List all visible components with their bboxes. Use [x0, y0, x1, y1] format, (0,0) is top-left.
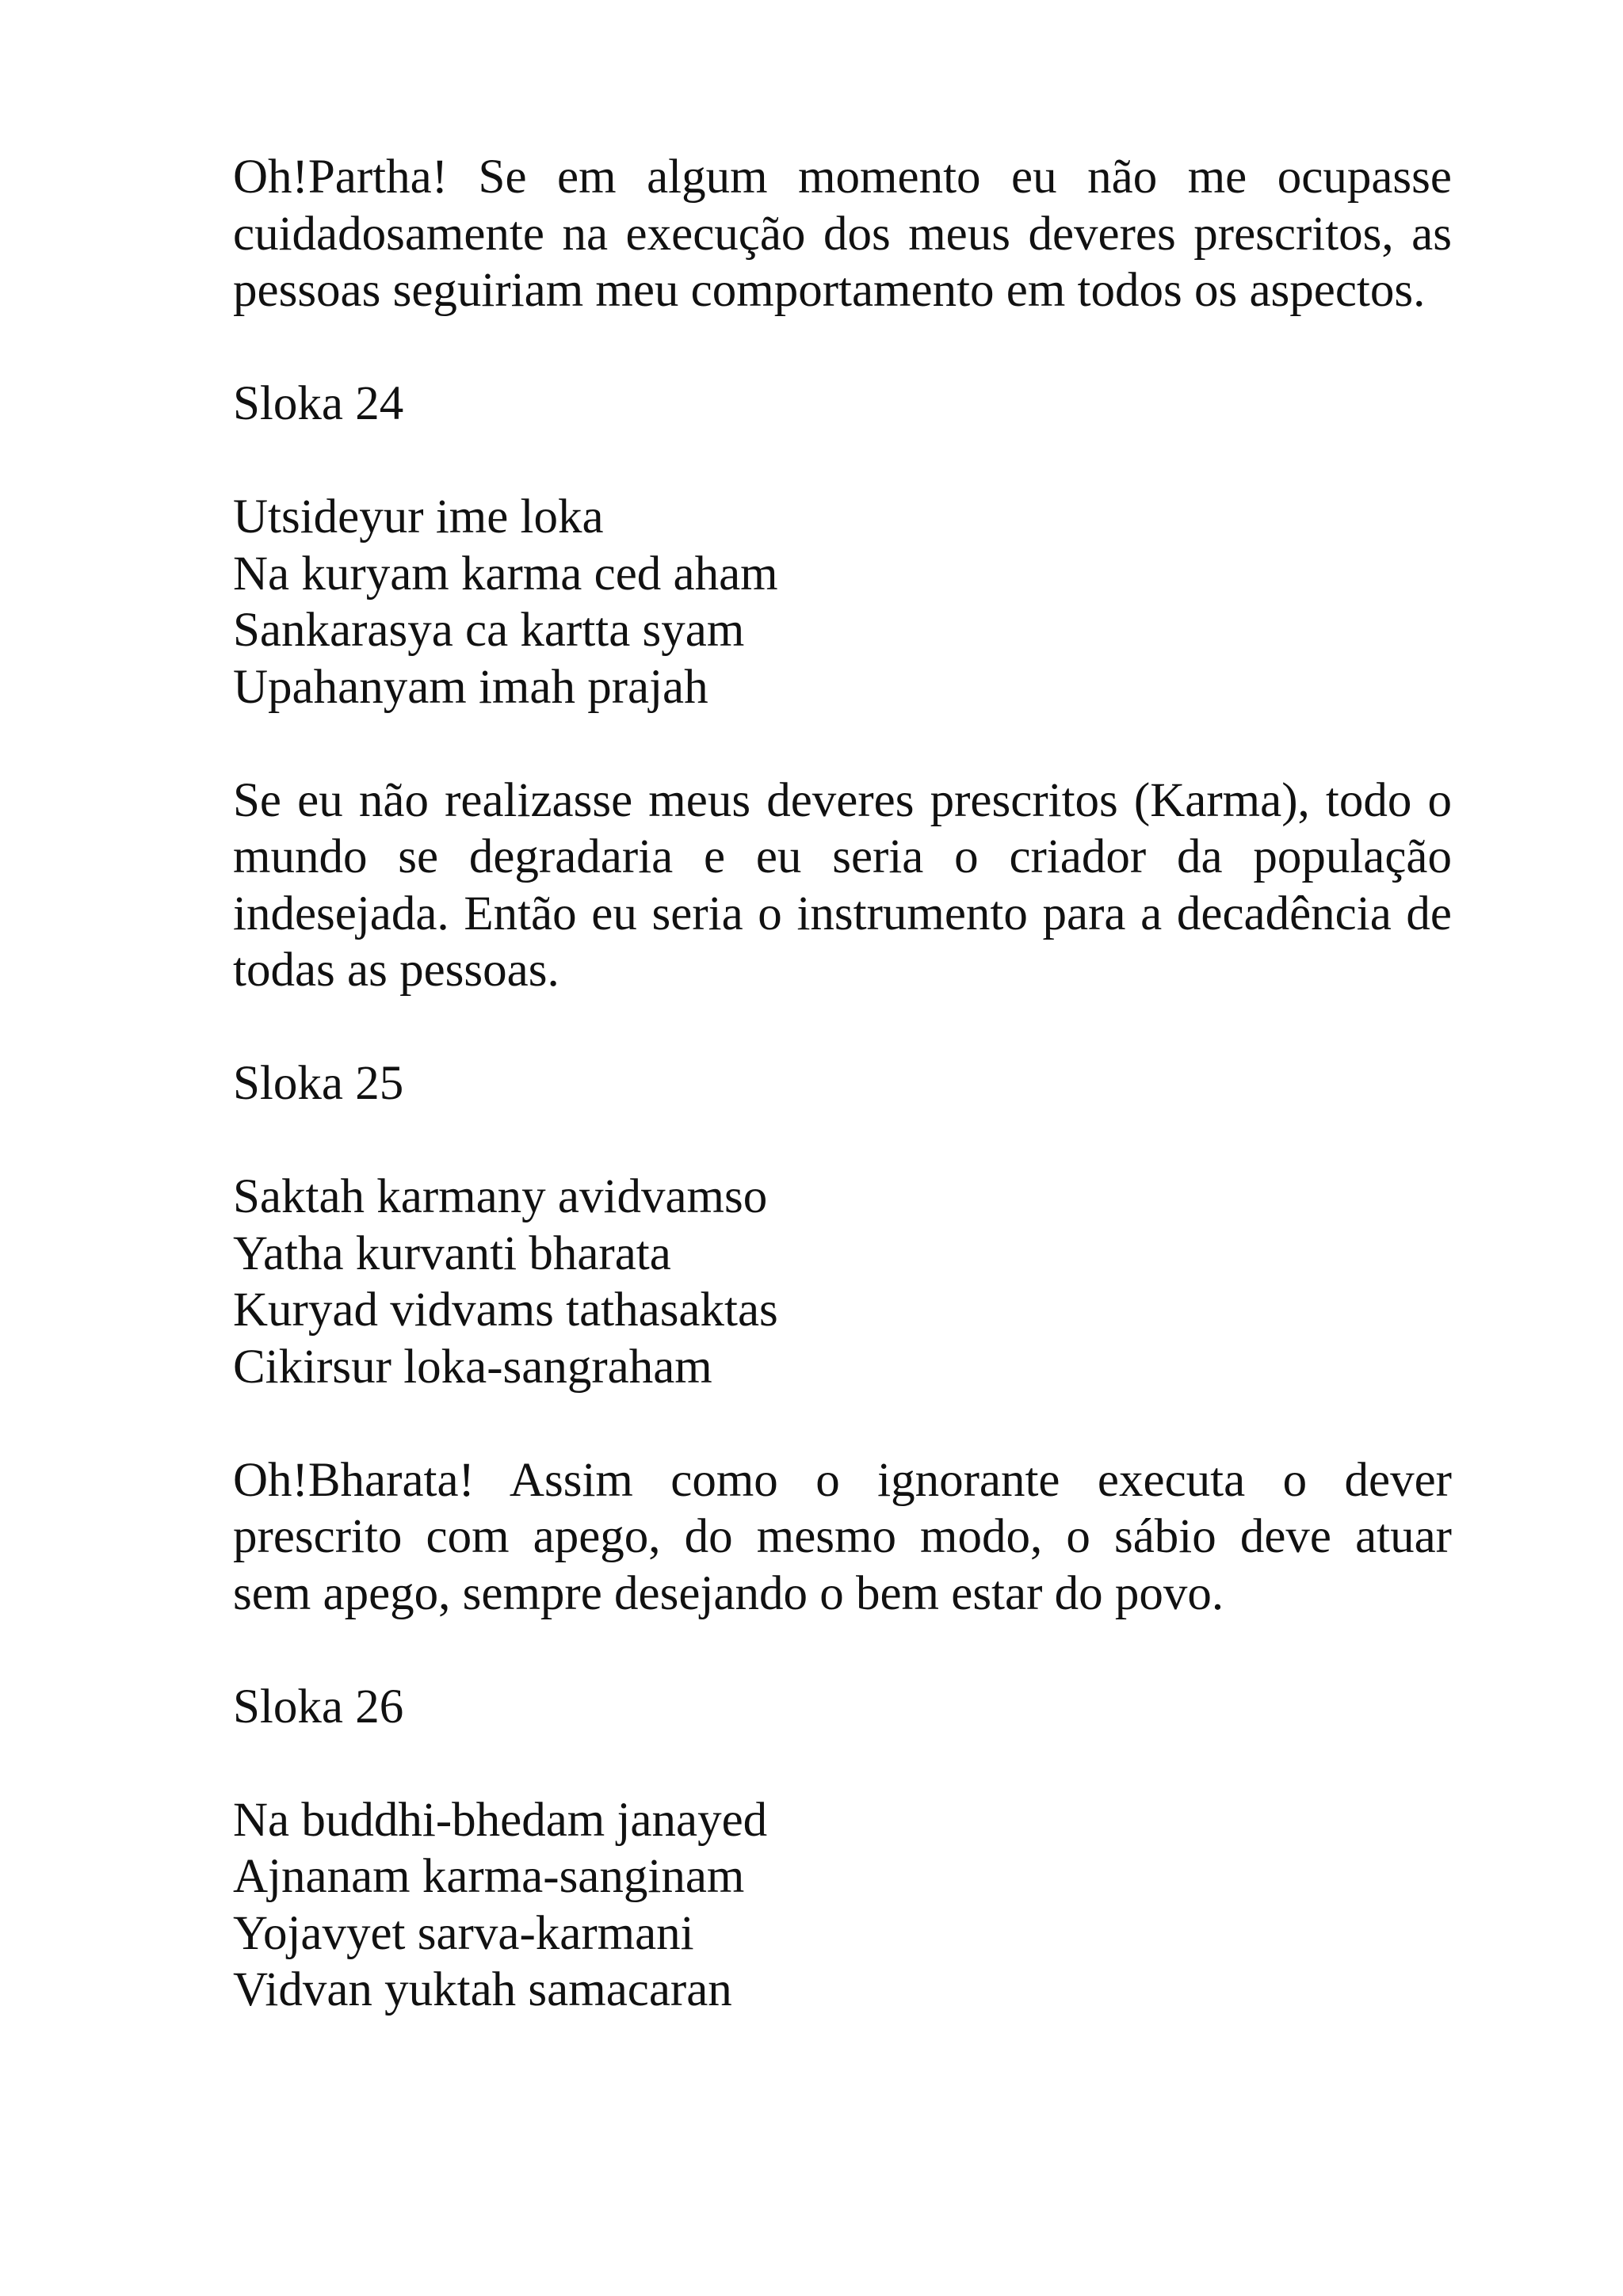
verse-line: Sankarasya ca kartta syam — [233, 604, 745, 657]
paragraph-sloka-23-translation — [233, 149, 1452, 319]
verse-line: Yojavyet sarva-karmani — [233, 1906, 694, 1960]
sloka-26-verse — [233, 1792, 1452, 2019]
verse-line: Kuryad vidvams tathasaktas — [233, 1283, 778, 1337]
text-line: Se eu não realizasse meus deveres prescritos (Karma), todo o — [233, 773, 1452, 827]
verse-line: Na kuryam karma ced aham — [233, 547, 778, 601]
verse-line: Yatha kurvanti bharata — [233, 1226, 671, 1280]
paragraph-sloka-24-translation — [233, 772, 1452, 999]
text-line: pessoas seguiriam meu comportamento em todos os aspectos. — [233, 264, 1426, 317]
sloka-25-verse — [233, 1169, 1452, 1395]
verse-line: Utsideyur ime loka — [233, 490, 604, 543]
sloka-24-verse — [233, 489, 1452, 715]
verse-line: Cikirsur loka-sangraham — [233, 1340, 712, 1394]
sloka-26-heading: Sloka 26 — [233, 1680, 404, 1733]
text-line: Oh!Bharata! Assim como o ignorante executa o dever — [233, 1453, 1452, 1507]
text-line: todas as pessoas. — [233, 944, 559, 997]
sloka-25-heading: Sloka 25 — [233, 1057, 404, 1110]
text-line: indesejada. Então eu seria o instrumento para a decadência de — [233, 887, 1452, 940]
text-line: sem apego, sempre desejando o bem estar do povo. — [233, 1566, 1224, 1620]
verse-line: Ajnanam karma-sanginam — [233, 1850, 745, 1903]
verse-line: Upahanyam imah prajah — [233, 660, 708, 714]
verse-line: Saktah karmany avidvamso — [233, 1170, 768, 1223]
text-line: Oh!Partha! Se em algum momento eu não me ocupasse — [233, 151, 1452, 204]
text-line: mundo se degradaria e eu seria o criador da população — [233, 830, 1452, 883]
text-line: cuidadosamente na execução dos meus deveres prescritos, as — [233, 207, 1452, 261]
sloka-24-heading: Sloka 24 — [233, 377, 404, 430]
text-line: prescrito com apego, do mesmo modo, o sábio deve atuar — [233, 1510, 1452, 1563]
paragraph-sloka-25-translation — [233, 1452, 1452, 1623]
verse-line: Na buddhi-bhedam janayed — [233, 1793, 768, 1847]
verse-line: Vidvan yuktah samacaran — [233, 1963, 732, 2016]
document-body — [233, 149, 1452, 2075]
